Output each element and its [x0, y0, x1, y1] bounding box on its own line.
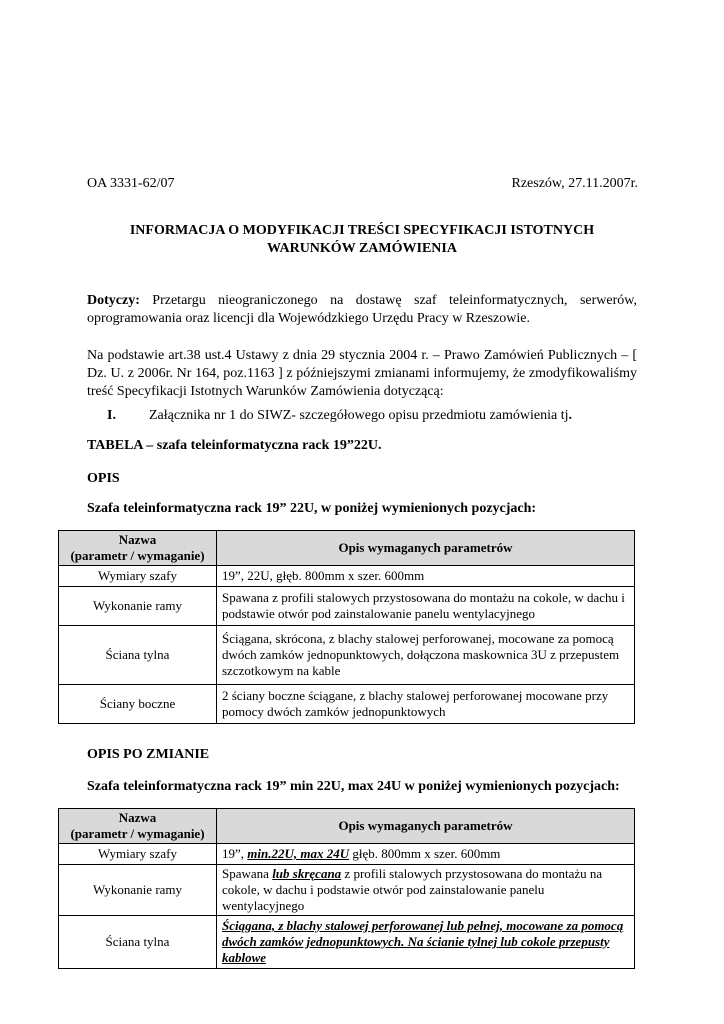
- row-desc: Spawana z profili stalowych przystosowana do montażu na cokole, w dachu i podstawie otwór pod zainstalowanie panelu wentylacyjnego: [217, 587, 635, 626]
- row-desc-emph: Ściągana, z blachy stalowej perforowanej lub pełnej, mocowane za pomocą dwóch zamków jednopunktowych. Na ścianie tylnej lub cokole przepusty kablowe: [222, 918, 624, 965]
- row-desc: Ściągana, skrócona, z blachy stalowej perforowanej, mocowane za pomocą dwóch zamków jednopunktowych, dołączona maskownica 3U z przepustem szczotkowym na kable: [217, 626, 635, 685]
- row-desc-emph: min.22U, max 24U: [247, 846, 350, 861]
- column-header-name: [59, 809, 217, 844]
- item-text-body: Załącznika nr 1 do SIWZ- szczegółowego opisu przedmiotu zamówienia tj: [149, 408, 569, 423]
- row-desc: [217, 865, 635, 916]
- column-header-name-line1: Nazwa: [118, 810, 157, 825]
- subject-label: Dotyczy:: [87, 293, 140, 308]
- row-desc: [217, 916, 635, 969]
- table-row: [59, 626, 635, 685]
- column-header-name-line2: (parametr / wymaganie): [70, 826, 205, 841]
- column-header-desc: Opis wymaganych parametrów: [217, 531, 635, 566]
- row-name: Wymiary szafy: [59, 566, 217, 587]
- column-header-name: [59, 531, 217, 566]
- item-number: I.: [107, 408, 116, 423]
- table-row: [59, 844, 635, 865]
- row-desc-post: głęb. 800mm x szer. 600mm: [349, 846, 501, 861]
- table-row: [59, 566, 635, 587]
- original-spec-table: [58, 530, 635, 724]
- row-desc-post: z profili stalowych przystosowana do montażu na cokole, w dachu i podstawie otwór pod zainstalowanie panelu wentylacyjnego: [222, 866, 603, 913]
- row-desc: [217, 844, 635, 865]
- row-desc: 19”, 22U, głęb. 800mm x szer. 600mm: [217, 566, 635, 587]
- row-name: Wymiary szafy: [59, 844, 217, 865]
- section2-heading: OPIS PO ZMIANIE: [87, 747, 210, 762]
- item-text: [149, 407, 572, 425]
- subject-paragraph: [87, 292, 637, 328]
- item-text-end: .: [568, 408, 572, 423]
- table-header-row: [59, 809, 635, 844]
- row-desc-emph: lub skręcana: [272, 866, 342, 881]
- row-desc: 2 ściany boczne ściągane, z blachy stalowej perforowanej mocowane przy pomocy dwóch zamków jednopunktowych: [217, 685, 635, 724]
- row-name: Wykonanie ramy: [59, 865, 217, 916]
- modified-spec-table: [58, 808, 635, 969]
- row-name: Wykonanie ramy: [59, 587, 217, 626]
- row-desc-pre: Spawana: [222, 866, 273, 881]
- document-date: Rzeszów, 27.11.2007r.: [511, 176, 638, 191]
- column-header-name-line2: (parametr / wymaganie): [70, 548, 205, 563]
- column-header-name-line1: Nazwa: [118, 532, 157, 547]
- table-row: [59, 916, 635, 969]
- subject-text: Przetargu nieograniczonego na dostawę szaf teleinformatycznych, serwerów, oprogramowania oraz licencji dla Wojewódzkiego Urzędu Pracy w Rzeszowie.: [87, 293, 637, 326]
- table-row: [59, 685, 635, 724]
- section1-heading: OPIS: [87, 471, 120, 486]
- row-name: Ściany boczne: [59, 685, 217, 724]
- section2-subheading: Szafa teleinformatyczna rack 19” min 22U, max 24U w poniżej wymienionych pozycjach:: [87, 779, 620, 794]
- table-header-row: [59, 531, 635, 566]
- table-row: [59, 865, 635, 916]
- column-header-desc: Opis wymaganych parametrów: [217, 809, 635, 844]
- row-name: Ściana tylna: [59, 626, 217, 685]
- document-title: INFORMACJA O MODYFIKACJI TREŚCI SPECYFIKACJI ISTOTNYCH WARUNKÓW ZAMÓWIENIA: [129, 223, 595, 256]
- table-row: [59, 587, 635, 626]
- reference-number: OA 3331-62/07: [87, 176, 175, 191]
- row-desc-pre: 19”,: [222, 846, 248, 861]
- row-name: Ściana tylna: [59, 916, 217, 969]
- table-heading: TABELA – szafa teleinformatyczna rack 19”22U.: [87, 438, 382, 453]
- section1-subheading: Szafa teleinformatyczna rack 19” 22U, w poniżej wymienionych pozycjach:: [87, 501, 537, 516]
- intro-paragraph: Na podstawie art.38 ust.4 Ustawy z dnia 29 stycznia 2004 r. – Prawo Zamówień Publicznych – [ Dz. U. z 2006r. Nr 164, poz.1163 ] z późniejszymi zmianami informujemy, że zmodyfikowaliśmy treść Specyfikacji Istotnych Warunków Zamówienia dotyczącą:: [87, 348, 637, 399]
